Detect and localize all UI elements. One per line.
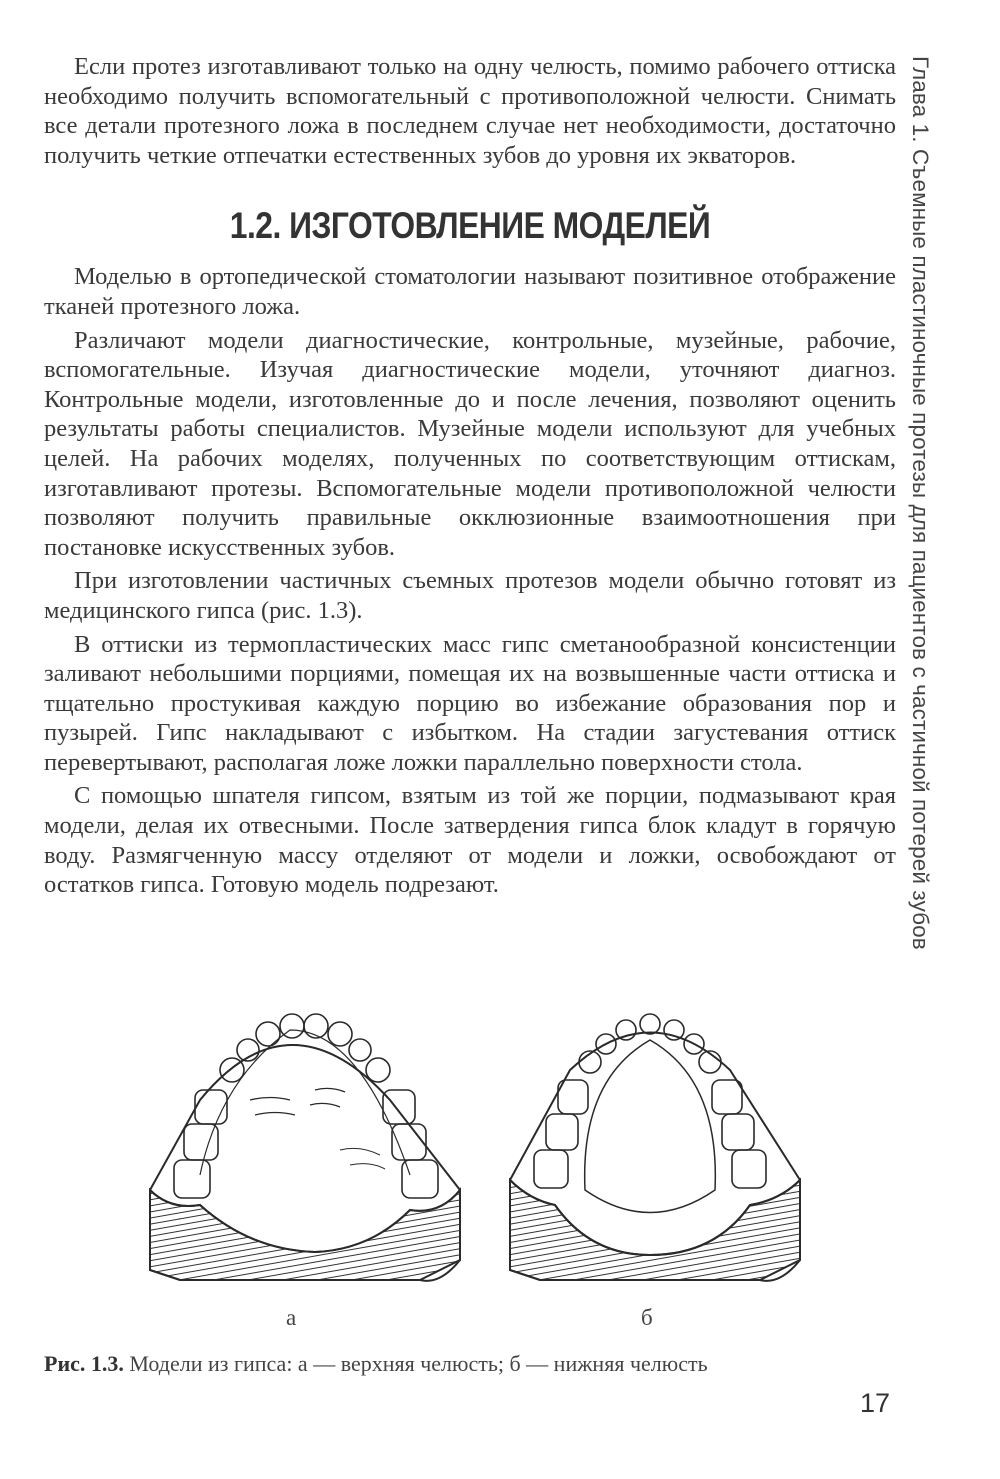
paragraph-1: Моделью в ортопедической стоматологии называют позитивное отображение тканей протезного ложа. — [44, 263, 896, 320]
paragraph-4: В оттиски из термопластических масс гипс сметанообразной консистенции заливают небольшими порциями, помещая их на возвышенные части оттиска и тщательно простукивая каждую порцию во избежание образования пор и пузырей. Гипс накладывают с избытком. На стадии загустевания оттиск перевертывают, располагая ложе ложки параллельно поверхности стола. — [44, 630, 896, 776]
main-text-column — [44, 52, 896, 904]
caption-number: Рис. 1.3. — [44, 1351, 124, 1376]
figure-label-a: а — [286, 1305, 297, 1330]
chapter-side-header: Глава 1. Съемные пластиночные протезы для пациентов с частичной потерей зубов — [908, 56, 933, 950]
figure-caption — [44, 1351, 708, 1377]
caption-text: Модели из гипса: а — верхняя челюсть; б — нижняя челюсть — [123, 1351, 708, 1376]
page-number: 17 — [859, 1388, 890, 1418]
plaster-models-figure — [140, 1000, 820, 1300]
paragraph-3: При изготовлении частичных съемных протезов модели обычно готовят из медицинского гипса (рис. 1.3). — [44, 567, 896, 624]
paragraph-5: С помощью шпателя гипсом, взятым из той же порции, подмазывают края модели, делая их отвесными. После затвердения гипса блок кладут в горячую воду. Размягченную массу отделяют от модели и ложки, освобождают от остатков гипса. Готовую модель подрезают. — [44, 782, 896, 899]
intro-paragraph: Если протез изготавливают только на одну челюсть, помимо рабочего оттиска необходимо получить вспомогательный с противоположной челюсти. Снимать все детали протезного ложа в последнем случае нет необходимости, достаточно получить четкие отпечатки естественных зубов до уровня их экваторов. — [44, 53, 896, 169]
paragraph-2: Различают модели диагностические, контрольные, музейные, рабочие, вспомогательные. Изучая диагностические модели, уточняют диагноз. Контрольные модели, изготовленные до и после лечения, позволяют оценить результаты работы специалистов. Музейные модели используют для учебных целей. На рабочих моделях, полученных по соответствующим оттискам, изготавливают протезы. Вспомогательные модели противоположной челюсти позволяют получить правильные окклюзионные взаимоотношения при постановке искусственных зубов. — [44, 326, 896, 561]
upper-jaw-model — [150, 1014, 460, 1281]
lower-jaw-model — [510, 1014, 800, 1281]
figure-label-b: б — [641, 1305, 653, 1330]
section-heading: 1.2. ИЗГОТОВЛЕНИЕ МОДЕЛЕЙ — [229, 205, 711, 247]
